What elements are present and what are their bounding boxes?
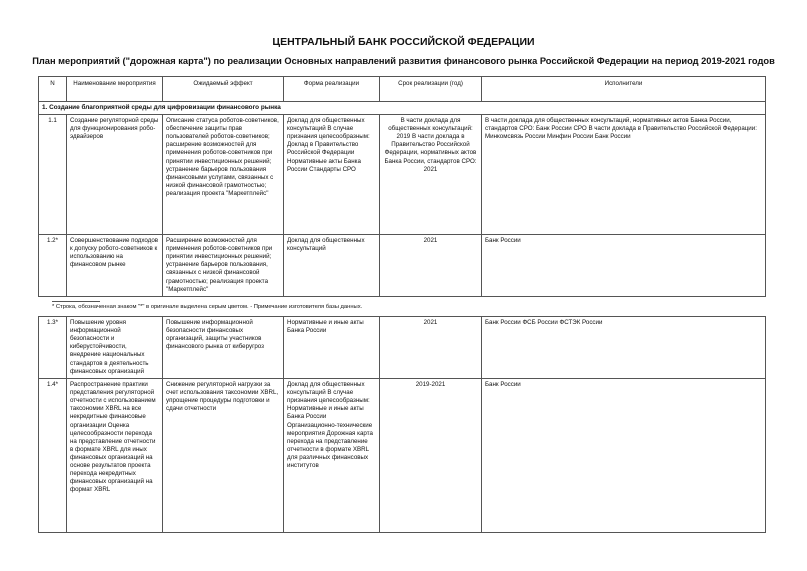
row-number: 1.2* (39, 235, 67, 297)
header-term: Срок реализации (год) (380, 77, 482, 102)
table-row (39, 317, 766, 379)
header-form: Форма реализации (284, 77, 380, 102)
organization-heading: ЦЕНТРАЛЬНЫЙ БАНК РОССИЙСКОЙ ФЕДЕРАЦИИ (272, 36, 535, 48)
table-row (39, 379, 766, 533)
row-term: В части доклада для общественных консультаций: 2019 В части доклада в Правительство Российской Федерации, нормативных актов Банка России, стандартов СРО: 2021 (380, 115, 482, 235)
section-row (39, 102, 766, 115)
row-executors: В части доклада для общественных консультаций, нормативных актов Банка России, стандартов СРО: Банк России СРО В части доклада в Правительство Российской Федерации: Минкомсвязь России Минфин России Банк России (482, 115, 766, 235)
row-form: Нормативные и иные акты Банка России (284, 317, 380, 379)
row-name: Распространение практики представления регуляторной отчетности с использованием таксономии XBRL на все некредитные финансовые организации Оценка целесообразности перехода на представление отчетности в формате XBRL для иных финансовых организаций на основе результатов проекта перехода некредитных финансовых организаций на формат XBRL (67, 379, 163, 533)
row-name: Повышение уровня информационной безопасности и киберустойчивости, внедрение национальных стандартов в деятельность финансовых организаций (67, 317, 163, 379)
header-executors: Исполнители (482, 77, 766, 102)
row-executors: Банк России (482, 379, 766, 533)
footnote-rule (52, 301, 100, 302)
row-executors: Банк России ФСБ России ФСТЭК России (482, 317, 766, 379)
row-number: 1.3* (39, 317, 67, 379)
row-form: Доклад для общественных консультаций В случае признания целесообразным: Доклад в Правительство Российской Федерации Нормативные акты Банка России Стандарты СРО (284, 115, 380, 235)
footnote-text: * Строка, обозначенная знаком "*" в оригинале выделена серым цветом. - Примечание изготовителя базы данных. (52, 303, 363, 310)
row-form: Доклад для общественных консультаций В случае признания целесообразным: Нормативные и иные акты Банка России Организационно-технические мероприятия Дорожная карта перехода на представление отчетности в формате XBRL для различных финансовых институтов (284, 379, 380, 533)
header-name: Наименование мероприятия (67, 77, 163, 102)
row-term: 2019-2021 (380, 379, 482, 533)
row-effect: Описание статуса роботов-советников, обеспечение защиты прав пользователей роботов-советников; расширение возможностей для применения роботов-советников при принятии инвестиционных решений; устранение барьеров пользования финансовыми услугами, связанных с низкой финансовой грамотностью; реализация проекта "Маркетплейс" (163, 115, 284, 235)
header-n: N (39, 77, 67, 102)
row-name: Совершенствование подходов к допуску робото-советников к использованию на финансовом рынке (67, 235, 163, 297)
row-number: 1.4* (39, 379, 67, 533)
header-effect: Ожидаемый эффект (163, 77, 284, 102)
section-title: 1. Создание благоприятной среды для цифровизации финансового рынка (39, 102, 766, 115)
row-effect: Повышение информационной безопасности финансовых организаций, защиты участников финансового рынка от киберугроз (163, 317, 284, 379)
row-term: 2021 (380, 235, 482, 297)
document-title: План мероприятий ("дорожная карта") по реализации Основных направлений развития финансового рынка Российской Федерации на период 2019-2021 годов (32, 56, 775, 66)
table-header-row (39, 77, 766, 102)
row-effect: Расширение возможностей для применения роботов-советников при принятии инвестиционных решений; устранение барьеров пользования, связанных с низкой финансовой грамотностью; реализация проекта "Маркетплейс" (163, 235, 284, 297)
row-number: 1.1 (39, 115, 67, 235)
row-executors: Банк России (482, 235, 766, 297)
row-name: Создание регуляторной среды для функционирования робо-эдвайзеров (67, 115, 163, 235)
table-row (39, 235, 766, 297)
table-row (39, 115, 766, 235)
row-effect: Снижение регуляторной нагрузки за счет использования таксономии XBRL, упрощение процедуры подготовки и сдачи отчетности (163, 379, 284, 533)
row-form: Доклад для общественных консультаций (284, 235, 380, 297)
row-term: 2021 (380, 317, 482, 379)
